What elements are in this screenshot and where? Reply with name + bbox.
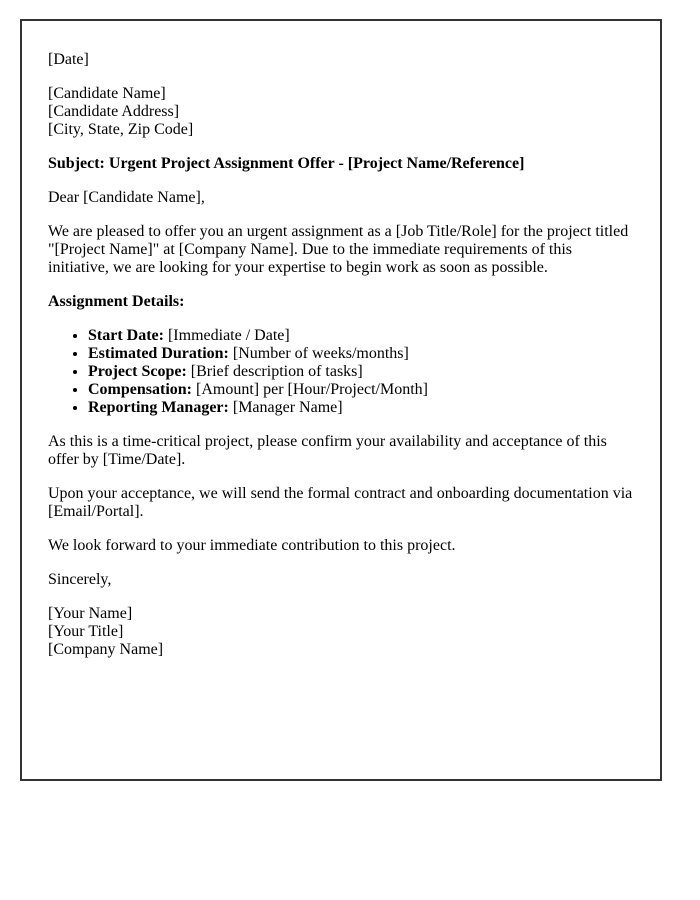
salutation: Dear [Candidate Name], — [48, 189, 205, 206]
acceptance-paragraph: Upon your acceptance, we will send the formal contract and onboarding documentation via [Email/Portal]. — [48, 485, 633, 520]
closing-paragraph: We look forward to your immediate contribution to this project. — [48, 537, 456, 554]
detail-value: [Immediate / Date] — [163, 327, 290, 344]
recipient-city-line: [City, State, Zip Code] — [48, 121, 194, 138]
recipient-name-line: [Candidate Name] — [48, 85, 166, 102]
recipient-block — [48, 85, 634, 139]
detail-item-reporting-manager — [88, 399, 634, 417]
detail-label: Reporting Manager: — [88, 399, 229, 416]
signature-title-line: [Your Title] — [48, 623, 124, 640]
signature-block — [48, 605, 634, 659]
recipient-address-line: [Candidate Address] — [48, 103, 180, 120]
detail-label: Estimated Duration: — [88, 345, 229, 362]
detail-label: Start Date: — [88, 327, 164, 344]
subject-line: Subject: Urgent Project Assignment Offer - [Project Name/Reference] — [48, 155, 525, 172]
detail-item-estimated-duration — [88, 345, 634, 363]
signature-name-line: [Your Name] — [48, 605, 133, 622]
detail-label: Project Scope: — [88, 363, 187, 380]
assignment-details-list — [48, 327, 634, 417]
detail-item-compensation — [88, 381, 634, 399]
detail-item-project-scope — [88, 363, 634, 381]
detail-value: [Number of weeks/months] — [228, 345, 409, 362]
signature-company-line: [Company Name] — [48, 641, 164, 658]
detail-value: [Manager Name] — [228, 399, 343, 416]
signoff: Sincerely, — [48, 571, 112, 588]
date-line: [Date] — [48, 51, 89, 68]
detail-label: Compensation: — [88, 381, 193, 398]
letter-document — [20, 19, 662, 781]
detail-value: [Amount] per [Hour/Project/Month] — [192, 381, 428, 398]
intro-paragraph: We are pleased to offer you an urgent assignment as a [Job Title/Role] for the project titled "[Project Name]" at [Company Name]. Due to the immediate requirements of this initiative, we are looking for your expertise to begin work as soon as possible. — [48, 223, 629, 276]
assignment-details-heading: Assignment Details: — [48, 293, 185, 310]
detail-item-start-date — [88, 327, 634, 345]
detail-value: [Brief description of tasks] — [186, 363, 363, 380]
urgency-paragraph: As this is a time-critical project, please confirm your availability and acceptance of this offer by [Time/Date]. — [48, 433, 607, 468]
